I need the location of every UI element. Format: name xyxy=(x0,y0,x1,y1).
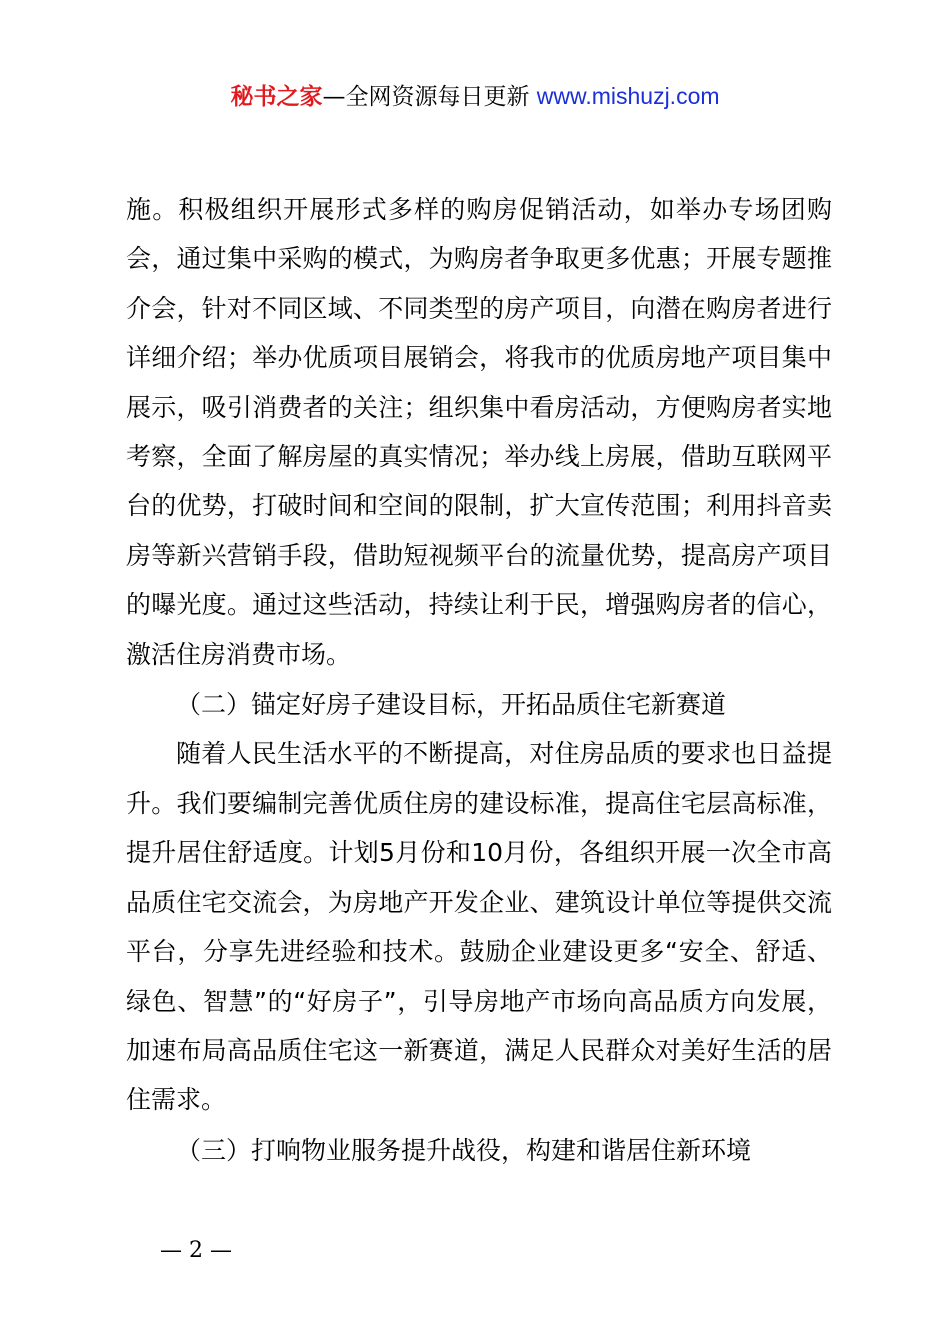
section-heading-2: （二）锚定好房子建设目标，开拓品质住宅新赛道 xyxy=(176,690,727,720)
site-header xyxy=(0,78,950,115)
section-heading-3: （三）打响物业服务提升战役，构建和谐居住新环境 xyxy=(176,1135,752,1165)
document-body xyxy=(126,185,832,1175)
paragraph-continued: 施。积极组织开展形式多样的购房促销活动，如举办专场团购会，通过集中采购的模式，为购房者争取更多优惠；开展专题推介会，针对不同区域、不同类型的房产项目，向潜在购房者进行详细介绍；举办优质项目展销会，将我市的优质房地产项目集中展示，吸引消费者的关注；组织集中看房活动，方便购房者实地考察，全面了解房屋的真实情况；举办线上房展，借助互联网平台的优势，打破时间和空间的限制，扩大宣传范围；利用抖音卖房等新兴营销手段，借助短视频平台的流量优势，提高房产项目的曝光度。通过这些活动，持续让利于民，增强购房者的信心，激活住房消费市场。 xyxy=(126,195,832,669)
paragraph-section-2: 随着人民生活水平的不断提高，对住房品质的要求也日益提升。我们要编制完善优质住房的建设标准，提高住宅层高标准，提升居住舒适度。计划5月份和10月份，各组织开展一次全市高品质住宅交流会，为房地产开发企业、建筑设计单位等提供交流平台，分享先进经验和技术。鼓励企业建设更多“安全、舒适、绿色、智慧”的“好房子”，引导房地产市场向高品质方向发展，加速布局高品质住宅这一新赛道，满足人民群众对美好生活的居住需求。 xyxy=(126,739,832,1115)
header-tagline: —全网资源每日更新 xyxy=(322,84,530,110)
site-url-link[interactable]: www.mishuzj.com xyxy=(536,83,720,109)
page-number: — 2 — xyxy=(160,1238,232,1263)
brand-name: 秘书之家 xyxy=(230,84,323,110)
